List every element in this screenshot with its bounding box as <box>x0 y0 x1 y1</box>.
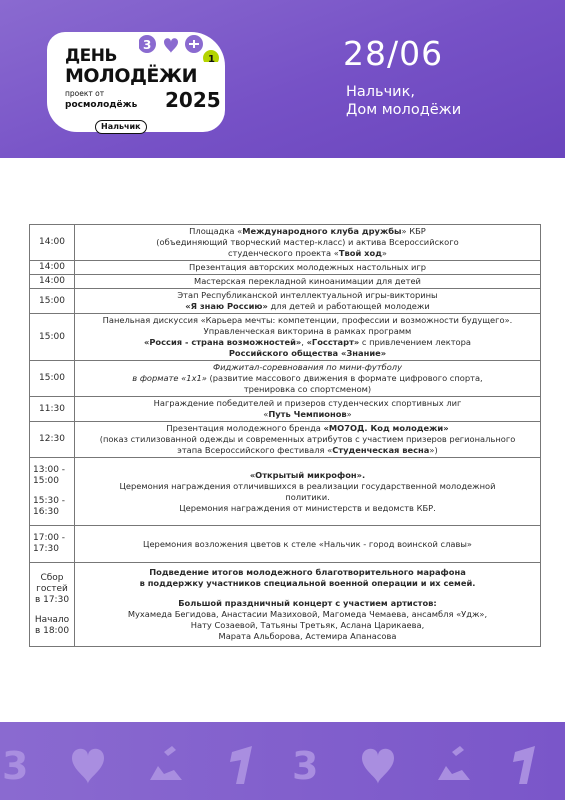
schedule-time: 17:00 - 17:30 <box>30 526 75 563</box>
schedule-time: 15:00 <box>30 314 75 361</box>
logo-title-line1: ДЕНЬ <box>65 46 117 66</box>
logo-title-line2: МОЛОДЁЖИ <box>65 65 198 87</box>
footer-pattern <box>0 722 565 800</box>
schedule-row <box>30 361 541 397</box>
flame-icon <box>438 746 470 780</box>
schedule-row <box>30 563 541 647</box>
logo-brand: росмолодёжь <box>65 100 138 110</box>
schedule-description: Церемония возложения цветов к стеле «Нальчик - город воинской славы» <box>75 526 541 563</box>
schedule-row <box>30 458 541 526</box>
schedule-description: Презентация молодежного бренда «МО7ОД. Код молодежи» (показ стилизованной одежды и современных атрибутов с участием призеров регионального этапа Всероссийского фестиваля «Студенческая весна») <box>75 422 541 458</box>
schedule-description: Награждение победителей и призеров студенческих спортивных лиг «Путь Чемпионов» <box>75 397 541 422</box>
logo-year: 2025 <box>165 88 221 112</box>
schedule-time: 11:30 <box>30 397 75 422</box>
schedule-time: 15:00 <box>30 361 75 397</box>
logo-symbols-icon <box>139 22 219 62</box>
venue-place: Дом молодёжи <box>346 102 462 118</box>
svg-text:1: 1 <box>208 54 215 62</box>
schedule-row <box>30 422 541 458</box>
schedule-time: 14:00 <box>30 275 75 289</box>
three-icon: 3 <box>2 744 29 788</box>
schedule-description: Фиджитал-соревнования по мини-футболу в формате «1х1» (развитие массового движения в формате цифрового спорта, тренировка со спортсменом) <box>75 361 541 397</box>
three-icon: 3 <box>292 744 319 788</box>
schedule-row <box>30 289 541 314</box>
schedule-description: Подведение итогов молодежного благотворительного марафона в поддержку участников специальной военной операции и их семей. Большой праздничный концерт с участием артистов: Мухамеда Бегидова, Анастасии Мазиховой, Магомеда Чемаева, ансамбля «Удж», Нату Созаевой, Татьяны Третьяк, Аслана Царикаева, Марата Альборова, Астемира Апанасова <box>75 563 541 647</box>
schedule-description: «Открытый микрофон». Церемония награждения отличившихся в реализации государственной молодежной политики. Церемония награждения от министерств и ведомств КБР. <box>75 458 541 526</box>
one-icon <box>513 746 535 784</box>
logo-city-badge: Нальчик <box>95 120 147 134</box>
heart-icon <box>362 749 394 784</box>
schedule-row <box>30 261 541 275</box>
schedule-description: Панельная дискуссия «Карьера мечты: компетенции, профессии и возможности будущего». Управленческая викторина в рамках программ «Россия - страна возможностей», «Госстарт» с привлечением лектора Российского общества «Знание» <box>75 314 541 361</box>
schedule-time: 13:00 - 15:00 15:30 - 16:30 <box>30 458 75 526</box>
logo-project-label: проект от <box>65 89 105 98</box>
schedule-row <box>30 225 541 261</box>
event-date: 28/06 <box>343 34 444 73</box>
schedule-time: 15:00 <box>30 289 75 314</box>
schedule-row <box>30 275 541 289</box>
event-logo <box>47 32 225 132</box>
schedule-time: 14:00 <box>30 225 75 261</box>
footer-banner <box>0 722 565 800</box>
schedule-time: 14:00 <box>30 261 75 275</box>
schedule-description: Презентация авторских молодежных настольных игр <box>75 261 541 275</box>
svg-text:3: 3 <box>143 38 152 52</box>
schedule-row <box>30 397 541 422</box>
schedule-table <box>29 224 541 647</box>
one-icon <box>230 746 252 784</box>
heart-icon <box>72 749 104 784</box>
schedule-row <box>30 526 541 563</box>
schedule-row <box>30 314 541 361</box>
schedule-description: Площадка «Международного клуба дружбы» КБР (объединяющий творческий мастер-класс) и актива Всероссийского студенческого проекта «Твой ход» <box>75 225 541 261</box>
venue-city: Нальчик, <box>346 84 415 100</box>
header-banner <box>0 0 565 158</box>
schedule-description: Мастерская перекладной киноанимации для детей <box>75 275 541 289</box>
schedule-description: Этап Республиканской интеллектуальной игры-викторины «Я знаю Россию» для детей и работающей молодежи <box>75 289 541 314</box>
flame-icon <box>150 746 182 780</box>
schedule-time: 12:30 <box>30 422 75 458</box>
schedule-time: Сбор гостей в 17:30 Начало в 18:00 <box>30 563 75 647</box>
